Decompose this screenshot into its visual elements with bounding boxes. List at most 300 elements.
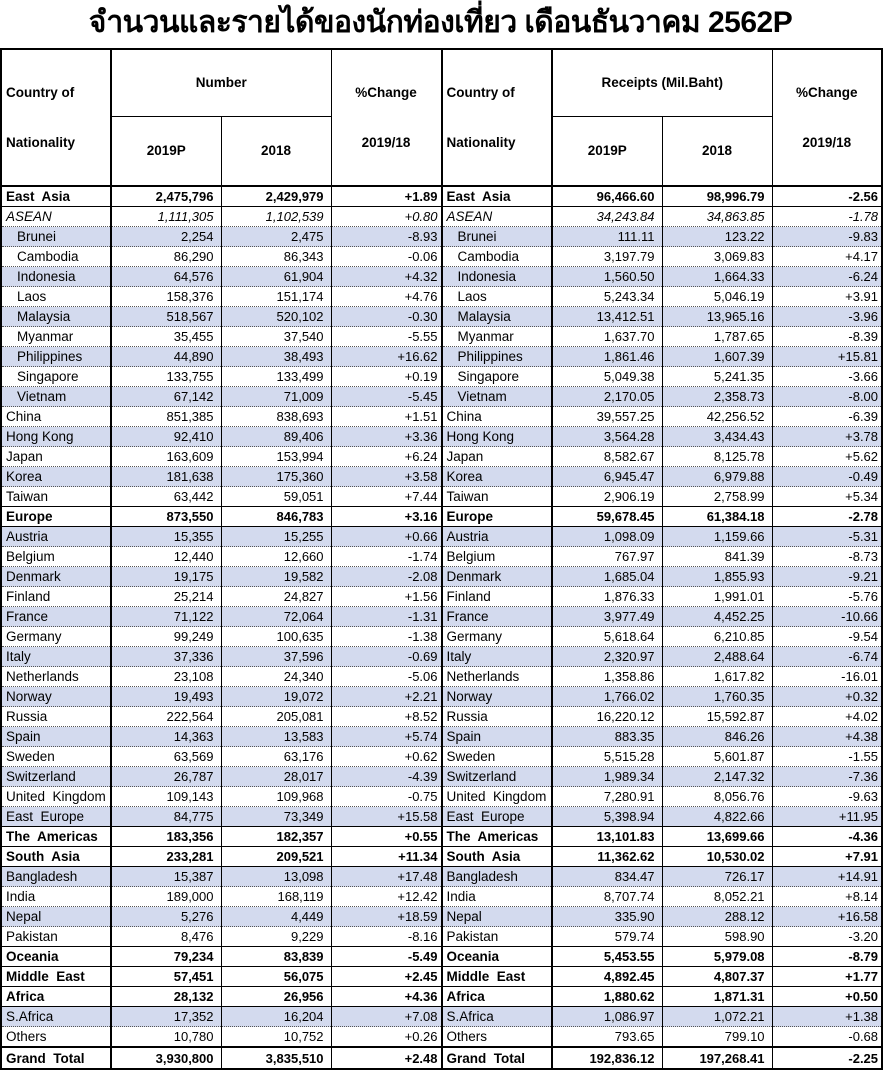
value-2018-cell: 38,493 (221, 347, 331, 367)
value-2018-cell: 19,072 (221, 687, 331, 707)
value-2018-cell: 726.17 (662, 867, 772, 887)
receipts-table (442, 48, 883, 1070)
country-cell: South Asia (1, 847, 111, 867)
country-cell: Myanmar (442, 327, 552, 347)
country-cell: China (442, 407, 552, 427)
value-2019p-cell: 23,108 (111, 667, 221, 687)
country-cell: Sweden (442, 747, 552, 767)
country-cell: Finland (1, 587, 111, 607)
page-title: จำนวนและรายได้ของนักท่องเที่ยว เดือนธันวาคม 2562P (88, 6, 793, 39)
tables-container (0, 48, 881, 1070)
value-2018-cell: 89,406 (221, 427, 331, 447)
value-2019p-cell: 133,755 (111, 367, 221, 387)
number-table-header (1, 49, 441, 186)
change-cell: -4.39 (331, 767, 441, 787)
value-2019p-cell: 57,451 (111, 967, 221, 987)
change-cell: -1.31 (331, 607, 441, 627)
value-2019p-cell: 13,412.51 (552, 307, 662, 327)
table-row (442, 607, 882, 627)
change-cell: -4.36 (772, 827, 882, 847)
value-2018-cell: 26,956 (221, 987, 331, 1007)
table-row (442, 787, 882, 807)
change-cell: -6.39 (772, 407, 882, 427)
value-2018-cell: 2,475 (221, 227, 331, 247)
change-cell: +0.26 (331, 1027, 441, 1048)
country-cell: Vietnam (442, 387, 552, 407)
country-cell: Indonesia (1, 267, 111, 287)
table-row (442, 247, 882, 267)
value-2018-cell: 72,064 (221, 607, 331, 627)
value-2019p-cell: 92,410 (111, 427, 221, 447)
value-2018-cell: 5,979.08 (662, 947, 772, 967)
change-cell: -2.08 (331, 567, 441, 587)
country-cell: Myanmar (1, 327, 111, 347)
table-row (1, 1027, 441, 1048)
value-2019p-cell: 1,086.97 (552, 1007, 662, 1027)
value-2019p-cell: 189,000 (111, 887, 221, 907)
country-cell: S.Africa (1, 1007, 111, 1027)
table-row (1, 527, 441, 547)
year-2019p-header: 2019P (552, 116, 662, 186)
value-2018-cell: 205,081 (221, 707, 331, 727)
change-cell: +16.58 (772, 907, 882, 927)
value-2018-cell: 86,343 (221, 247, 331, 267)
value-2019p-cell: 8,582.67 (552, 447, 662, 467)
table-row (442, 467, 882, 487)
country-cell: East Europe (1, 807, 111, 827)
value-2019p-cell: 335.90 (552, 907, 662, 927)
value-2019p-cell: 11,362.62 (552, 847, 662, 867)
value-2019p-cell: 1,358.86 (552, 667, 662, 687)
country-cell: Norway (1, 687, 111, 707)
country-cell: Taiwan (442, 487, 552, 507)
table-row (1, 947, 441, 967)
change-cell: +12.42 (331, 887, 441, 907)
value-2019p-cell: 25,214 (111, 587, 221, 607)
value-2018-cell: 1,991.01 (662, 587, 772, 607)
change-cell: -0.49 (772, 467, 882, 487)
table-row (442, 667, 882, 687)
value-2018-cell: 520,102 (221, 307, 331, 327)
value-2019p-cell: 79,234 (111, 947, 221, 967)
value-2019p-cell: 59,678.45 (552, 507, 662, 527)
country-cell: Denmark (442, 567, 552, 587)
change-cell: +1.51 (331, 407, 441, 427)
change-cell: +14.91 (772, 867, 882, 887)
change-cell: +2.48 (331, 1047, 441, 1069)
country-cell: Austria (442, 527, 552, 547)
table-row (1, 687, 441, 707)
value-2018-cell: 2,358.73 (662, 387, 772, 407)
value-2018-cell: 6,979.88 (662, 467, 772, 487)
value-2019p-cell: 158,376 (111, 287, 221, 307)
table-row (1, 307, 441, 327)
country-cell: Belgium (442, 547, 552, 567)
table-row (1, 387, 441, 407)
value-2018-cell: 63,176 (221, 747, 331, 767)
change-cell: -2.56 (772, 186, 882, 207)
country-cell: France (442, 607, 552, 627)
country-header-line2: Nationality (446, 135, 516, 150)
change-cell: +17.48 (331, 867, 441, 887)
change-cell: -5.55 (331, 327, 441, 347)
change-cell: +8.14 (772, 887, 882, 907)
country-cell: Spain (442, 727, 552, 747)
change-cell: +0.66 (331, 527, 441, 547)
country-cell: Germany (442, 627, 552, 647)
year-2019p-header: 2019P (111, 116, 221, 186)
country-cell: East Asia (1, 186, 111, 207)
change-cell: +0.80 (331, 207, 441, 227)
change-cell: +2.21 (331, 687, 441, 707)
table-row (442, 807, 882, 827)
value-2019p-cell: 86,290 (111, 247, 221, 267)
country-cell: ASEAN (1, 207, 111, 227)
tourist-number-table (0, 48, 442, 1070)
country-cell: Japan (442, 447, 552, 467)
change-cell: +4.32 (331, 267, 441, 287)
country-cell: Norway (442, 687, 552, 707)
country-cell: Bangladesh (442, 867, 552, 887)
country-header-line2: Nationality (6, 135, 76, 150)
change-cell: +0.32 (772, 687, 882, 707)
table-row (442, 347, 882, 367)
value-2018-cell: 2,429,979 (221, 186, 331, 207)
country-cell: Japan (1, 447, 111, 467)
value-2019p-cell: 10,780 (111, 1027, 221, 1048)
table-row (1, 867, 441, 887)
receipts-table-header (442, 49, 882, 186)
value-2018-cell: 5,241.35 (662, 367, 772, 387)
country-cell: Africa (442, 987, 552, 1007)
table-row (1, 287, 441, 307)
table-row (442, 307, 882, 327)
change-cell: +0.50 (772, 987, 882, 1007)
value-2019p-cell: 64,576 (111, 267, 221, 287)
value-2019p-cell: 71,122 (111, 607, 221, 627)
value-2019p-cell: 793.65 (552, 1027, 662, 1048)
value-2019p-cell: 8,707.74 (552, 887, 662, 907)
country-cell: Pakistan (442, 927, 552, 947)
change-header-line2: 2019/18 (802, 135, 852, 150)
value-2019p-cell: 2,475,796 (111, 186, 221, 207)
change-cell: -5.31 (772, 527, 882, 547)
value-2018-cell: 15,592.87 (662, 707, 772, 727)
change-cell: -1.55 (772, 747, 882, 767)
value-2019p-cell: 109,143 (111, 787, 221, 807)
country-cell: Europe (1, 507, 111, 527)
value-2018-cell: 3,835,510 (221, 1047, 331, 1069)
value-2018-cell: 1,855.93 (662, 567, 772, 587)
country-cell: Switzerland (442, 767, 552, 787)
table-row (1, 647, 441, 667)
table-row (1, 327, 441, 347)
table-row (1, 927, 441, 947)
table-row (442, 367, 882, 387)
value-2019p-cell: 1,637.70 (552, 327, 662, 347)
value-2018-cell: 71,009 (221, 387, 331, 407)
value-2019p-cell: 1,880.62 (552, 987, 662, 1007)
change-cell: -5.45 (331, 387, 441, 407)
value-2018-cell: 4,449 (221, 907, 331, 927)
country-cell: Nepal (442, 907, 552, 927)
country-cell: The Americas (442, 827, 552, 847)
table-row (1, 727, 441, 747)
country-cell: Netherlands (1, 667, 111, 687)
country-cell: Sweden (1, 747, 111, 767)
country-cell: Europe (442, 507, 552, 527)
table-row (1, 267, 441, 287)
value-2018-cell: 838,693 (221, 407, 331, 427)
change-cell: +16.62 (331, 347, 441, 367)
country-cell: Grand Total (442, 1047, 552, 1069)
value-2018-cell: 15,255 (221, 527, 331, 547)
country-header (442, 49, 552, 186)
country-cell: Laos (1, 287, 111, 307)
value-2018-cell: 5,046.19 (662, 287, 772, 307)
change-cell: +15.58 (331, 807, 441, 827)
change-cell: -8.16 (331, 927, 441, 947)
country-cell: France (1, 607, 111, 627)
number-table-body (1, 186, 441, 1069)
value-2019p-cell: 67,142 (111, 387, 221, 407)
change-cell: +6.24 (331, 447, 441, 467)
table-row (442, 627, 882, 647)
table-row (1, 807, 441, 827)
change-header (772, 49, 882, 186)
table-row (1, 607, 441, 627)
value-2019p-cell: 5,453.55 (552, 947, 662, 967)
table-row (1, 407, 441, 427)
value-2018-cell: 799.10 (662, 1027, 772, 1048)
country-cell: Hong Kong (1, 427, 111, 447)
value-2018-cell: 56,075 (221, 967, 331, 987)
table-row (442, 487, 882, 507)
table-row (1, 347, 441, 367)
value-2019p-cell: 63,569 (111, 747, 221, 767)
value-2019p-cell: 851,385 (111, 407, 221, 427)
country-cell: Philippines (1, 347, 111, 367)
table-row (442, 907, 882, 927)
change-header (331, 49, 441, 186)
country-cell: Africa (1, 987, 111, 1007)
value-2019p-cell: 17,352 (111, 1007, 221, 1027)
value-2019p-cell: 16,220.12 (552, 707, 662, 727)
change-cell: -0.30 (331, 307, 441, 327)
value-2019p-cell: 1,560.50 (552, 267, 662, 287)
value-2019p-cell: 15,387 (111, 867, 221, 887)
country-cell: Russia (1, 707, 111, 727)
change-cell: -3.20 (772, 927, 882, 947)
change-cell: +4.38 (772, 727, 882, 747)
table-row (1, 367, 441, 387)
change-cell: +7.44 (331, 487, 441, 507)
value-2019p-cell: 39,557.25 (552, 407, 662, 427)
value-2019p-cell: 2,320.97 (552, 647, 662, 667)
value-2018-cell: 8,052.21 (662, 887, 772, 907)
change-cell: +4.76 (331, 287, 441, 307)
change-cell: +3.91 (772, 287, 882, 307)
value-2018-cell: 13,965.16 (662, 307, 772, 327)
value-2018-cell: 598.90 (662, 927, 772, 947)
country-cell: Cambodia (1, 247, 111, 267)
value-2018-cell: 4,807.37 (662, 967, 772, 987)
value-2019p-cell: 99,249 (111, 627, 221, 647)
value-2019p-cell: 5,276 (111, 907, 221, 927)
value-2019p-cell: 1,989.34 (552, 767, 662, 787)
value-2018-cell: 1,607.39 (662, 347, 772, 367)
value-2018-cell: 10,530.02 (662, 847, 772, 867)
change-cell: -1.78 (772, 207, 882, 227)
country-cell: Bangladesh (1, 867, 111, 887)
value-2019p-cell: 111.11 (552, 227, 662, 247)
table-row (1, 767, 441, 787)
country-header-line1: Country of (6, 85, 75, 100)
change-cell: +3.16 (331, 507, 441, 527)
country-cell: Italy (1, 647, 111, 667)
table-row (442, 747, 882, 767)
change-cell: -9.21 (772, 567, 882, 587)
country-cell: The Americas (1, 827, 111, 847)
value-2019p-cell: 163,609 (111, 447, 221, 467)
country-cell: Pakistan (1, 927, 111, 947)
table-row (1, 507, 441, 527)
country-cell: Philippines (442, 347, 552, 367)
change-cell: -9.83 (772, 227, 882, 247)
country-cell: Belgium (1, 547, 111, 567)
change-cell: -0.06 (331, 247, 441, 267)
change-cell: +7.08 (331, 1007, 441, 1027)
value-2018-cell: 133,499 (221, 367, 331, 387)
table-row (1, 186, 441, 207)
value-2018-cell: 37,540 (221, 327, 331, 347)
change-cell: -8.93 (331, 227, 441, 247)
value-2018-cell: 841.39 (662, 547, 772, 567)
value-2018-cell: 8,056.76 (662, 787, 772, 807)
value-2019p-cell: 15,355 (111, 527, 221, 547)
country-cell: Middle East (442, 967, 552, 987)
country-cell: East Asia (442, 186, 552, 207)
value-2019p-cell: 767.97 (552, 547, 662, 567)
value-2018-cell: 123.22 (662, 227, 772, 247)
table-row (442, 227, 882, 247)
table-row (442, 707, 882, 727)
receipts-table-body (442, 186, 882, 1069)
change-header-line2: 2019/18 (361, 135, 411, 150)
country-cell: Switzerland (1, 767, 111, 787)
country-cell: Grand Total (1, 1047, 111, 1069)
value-2019p-cell: 834.47 (552, 867, 662, 887)
value-2019p-cell: 19,175 (111, 567, 221, 587)
value-2019p-cell: 5,049.38 (552, 367, 662, 387)
table-row (442, 727, 882, 747)
country-header-line1: Country of (446, 85, 515, 100)
change-cell: -8.73 (772, 547, 882, 567)
table-row (442, 867, 882, 887)
value-2018-cell: 288.12 (662, 907, 772, 927)
value-2018-cell: 151,174 (221, 287, 331, 307)
value-2019p-cell: 12,440 (111, 547, 221, 567)
change-cell: +7.91 (772, 847, 882, 867)
value-2018-cell: 3,069.83 (662, 247, 772, 267)
table-row (442, 547, 882, 567)
value-2018-cell: 16,204 (221, 1007, 331, 1027)
value-2019p-cell: 579.74 (552, 927, 662, 947)
change-cell: +3.78 (772, 427, 882, 447)
value-2018-cell: 83,839 (221, 947, 331, 967)
table-row (1, 587, 441, 607)
value-2019p-cell: 233,281 (111, 847, 221, 867)
value-2019p-cell: 2,170.05 (552, 387, 662, 407)
table-row (442, 1027, 882, 1048)
table-row (442, 987, 882, 1007)
value-2018-cell: 1,664.33 (662, 267, 772, 287)
change-cell: -1.38 (331, 627, 441, 647)
table-row (1, 907, 441, 927)
change-cell: -2.78 (772, 507, 882, 527)
change-cell: -3.66 (772, 367, 882, 387)
table-row (1, 787, 441, 807)
value-2018-cell: 10,752 (221, 1027, 331, 1048)
change-cell: +15.81 (772, 347, 882, 367)
table-row (1, 1047, 441, 1069)
change-cell: -8.00 (772, 387, 882, 407)
value-2018-cell: 1,072.21 (662, 1007, 772, 1027)
country-cell: Others (1, 1027, 111, 1048)
value-2018-cell: 13,699.66 (662, 827, 772, 847)
value-2019p-cell: 1,098.09 (552, 527, 662, 547)
change-cell: -8.79 (772, 947, 882, 967)
country-cell: Finland (442, 587, 552, 607)
table-row (442, 567, 882, 587)
country-cell: Brunei (442, 227, 552, 247)
change-cell: +4.36 (331, 987, 441, 1007)
table-row (442, 847, 882, 867)
value-2018-cell: 12,660 (221, 547, 331, 567)
value-2019p-cell: 181,638 (111, 467, 221, 487)
table-row (442, 587, 882, 607)
table-row (1, 467, 441, 487)
value-2019p-cell: 883.35 (552, 727, 662, 747)
value-2018-cell: 4,822.66 (662, 807, 772, 827)
value-2019p-cell: 183,356 (111, 827, 221, 847)
country-cell: Russia (442, 707, 552, 727)
change-cell: +8.52 (331, 707, 441, 727)
value-2019p-cell: 5,618.64 (552, 627, 662, 647)
country-cell: Taiwan (1, 487, 111, 507)
change-cell: -3.96 (772, 307, 882, 327)
country-cell: Singapore (1, 367, 111, 387)
value-2018-cell: 34,863.85 (662, 207, 772, 227)
value-2019p-cell: 26,787 (111, 767, 221, 787)
value-2018-cell: 42,256.52 (662, 407, 772, 427)
table-row (442, 967, 882, 987)
value-2019p-cell: 7,280.91 (552, 787, 662, 807)
value-2018-cell: 1,102,539 (221, 207, 331, 227)
value-2019p-cell: 222,564 (111, 707, 221, 727)
country-cell: Middle East (1, 967, 111, 987)
value-2019p-cell: 84,775 (111, 807, 221, 827)
table-row (442, 927, 882, 947)
value-2018-cell: 3,434.43 (662, 427, 772, 447)
value-2019p-cell: 34,243.84 (552, 207, 662, 227)
value-2019p-cell: 28,132 (111, 987, 221, 1007)
country-cell: China (1, 407, 111, 427)
change-cell: +3.58 (331, 467, 441, 487)
value-2019p-cell: 19,493 (111, 687, 221, 707)
change-cell: +4.02 (772, 707, 882, 727)
value-2018-cell: 100,635 (221, 627, 331, 647)
